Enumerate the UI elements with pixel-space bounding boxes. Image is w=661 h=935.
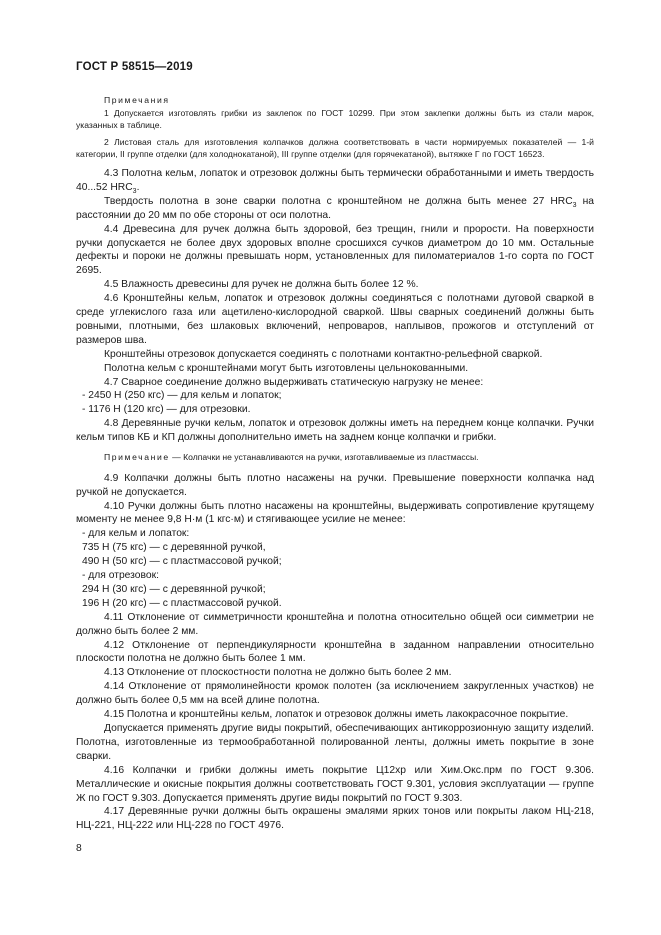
clause-4-16: 4.16 Колпачки и грибки должны иметь покрытие Ц12хр или Хим.Окс.прм по ГОСТ 9.306. Металлические и окисные покрытия должны соответствовать ГОСТ 9.301, условия эксплуатации — группе Ж по ГОСТ 9.303. Допускается применять другие виды покрытий по ГОСТ 9.303. xyxy=(76,764,594,804)
note-2: 2 Листовая сталь для изготовления колпачков должна соответствовать в части нормируемых показателей — 1-й категории, II группе отделки (для холоднокатаной), III группе отделки (для горячекатаной), вытяжке Г по ГОСТ 16523. xyxy=(76,136,594,160)
clause-4-6-forged: Полотна кельм с кронштейнами могут быть изготовлены цельнокованными. xyxy=(104,362,469,374)
clause-4-12: 4.12 Отклонение от перпендикулярности кронштейна в заданном направлении относительно плоскости полотна не должно быть более 1 мм. xyxy=(76,639,594,665)
note-handles: Примечание — Колпачки не устанавливаются на ручки, изготавливаемые из пластмассы. xyxy=(104,452,479,463)
clause-4-11: 4.11 Отклонение от симметричности кронштейна и полотна относительно общей оси симметрии не должно быть более 2 мм. xyxy=(76,611,594,637)
clause-4-14: 4.14 Отклонение от прямолинейности кромок полотен (за исключением закругленных участков) не должно быть более 0,5 мм на всей длине полотна. xyxy=(76,681,594,707)
clause-4-17: 4.17 Деревянные ручки должны быть окрашены эмалями ярких тонов или покрыты лаком НЦ-218, НЦ-221, НЦ-222 или НЦ-228 по ГОСТ 4976. xyxy=(76,806,594,832)
clause-4-10-line-3: 490 Н (50 кгс) — с пластмассовой ручкой; xyxy=(82,556,282,568)
clause-4-7-item-2: - 1176 Н (120 кгс) — для отрезовки. xyxy=(82,404,251,416)
clause-4-5: 4.5 Влажность древесины для ручек не должна быть более 12 %. xyxy=(104,279,419,291)
clause-4-15: 4.15 Полотна и кронштейны кельм, лопаток и отрезовок должны иметь лакокрасочное покрытие. xyxy=(104,709,569,721)
clause-4-10-line-2: 735 Н (75 кгс) — с деревянной ручкой, xyxy=(82,542,266,554)
clause-4-6: 4.6 Кронштейны кельм, лопаток и отрезовок должны соединяться с полотнами дуговой сваркой в среде углекислого газа или ацетилено-кислородной сваркой. Швы сварных соединений должны быть ровными, плотными, без шлаковых включений, непроваров, наплывов, прожогов и отступлений от размеров шва. xyxy=(76,293,594,346)
clause-4-10-line-5: 294 Н (30 кгс) — с деревянной ручкой; xyxy=(82,583,266,595)
clause-4-15-other-coatings: Допускается применять другие виды покрытий, обеспечивающих антикоррозионную защиту изделий. Полотна, изготовленные из термообработанной полированной ленты, должны иметь покрытие в зоне сварки. xyxy=(76,723,594,762)
clause-4-8: 4.8 Деревянные ручки кельм, лопаток и отрезовок должны иметь на переднем конце колпачки. Ручки кельм типов КБ и КП должны дополнительно иметь на заднем конце колпачки и грибки. xyxy=(76,418,594,444)
notes-heading: Примечания xyxy=(104,95,170,105)
clause-4-10-line-4: - для отрезовок: xyxy=(82,570,159,582)
clause-4-13: 4.13 Отклонение от плоскостности полотна не должно быть более 2 мм. xyxy=(104,667,452,679)
clause-4-3: 4.3 Полотна кельм, лопаток и отрезовок должны быть термически обработанными и иметь твердость 40...52 $HRC_3$. xyxy=(76,167,594,195)
clause-4-3-hardness-weld: Твердость полотна в зоне сварки полотна с кронштейном не должна быть менее 27 $HRC_3$ на расстоянии до 20 мм по обе стороны от оси полотна. xyxy=(76,195,594,221)
page-header: ГОСТ Р 58515—2019 xyxy=(76,61,193,73)
clause-4-10-line-1: - для кельм и лопаток: xyxy=(82,528,190,540)
clause-4-10-line-6: 196 Н (20 кгс) — с пластмассовой ручкой. xyxy=(82,597,282,609)
clause-4-9: 4.9 Колпачки должны быть плотно насажены на ручки. Превышение поверхности колпачка над ручкой не допускается. xyxy=(76,472,594,498)
clause-4-6-contact-welding: Кронштейны отрезовок допускается соединять с полотнами контактно-рельефной сваркой. xyxy=(104,348,543,360)
clause-4-4: 4.4 Древесина для ручек должна быть здоровой, без трещин, гнили и прорости. На поверхности ручки допускается не более двух здоровых вполне сросшихся сучков диаметром до 10 мм. Остальные дефекты и пороки не должны превышать норм, установленных для пиломатериалов 1-го сорта по ГОСТ 2695. xyxy=(76,223,594,277)
page-number: 8 xyxy=(76,843,82,854)
clause-4-7: 4.7 Сварное соединение должно выдерживать статическую нагрузку не менее: xyxy=(104,376,484,388)
clause-4-7-item-1: - 2450 Н (250 кгс) — для кельм и лопаток; xyxy=(82,390,282,402)
note-1: 1 Допускается изготовлять грибки из заклепок по ГОСТ 10299. При этом заклепки должны быть из стали марок, указанных в таблице. xyxy=(76,107,594,131)
clause-4-10: 4.10 Ручки должны быть плотно насажены на кронштейны, выдерживать сопротивление крутящему моменту не менее 9,8 Н·м (1 кгс·м) и стягивающее усилие не менее: xyxy=(76,500,594,526)
document-body xyxy=(76,94,594,833)
